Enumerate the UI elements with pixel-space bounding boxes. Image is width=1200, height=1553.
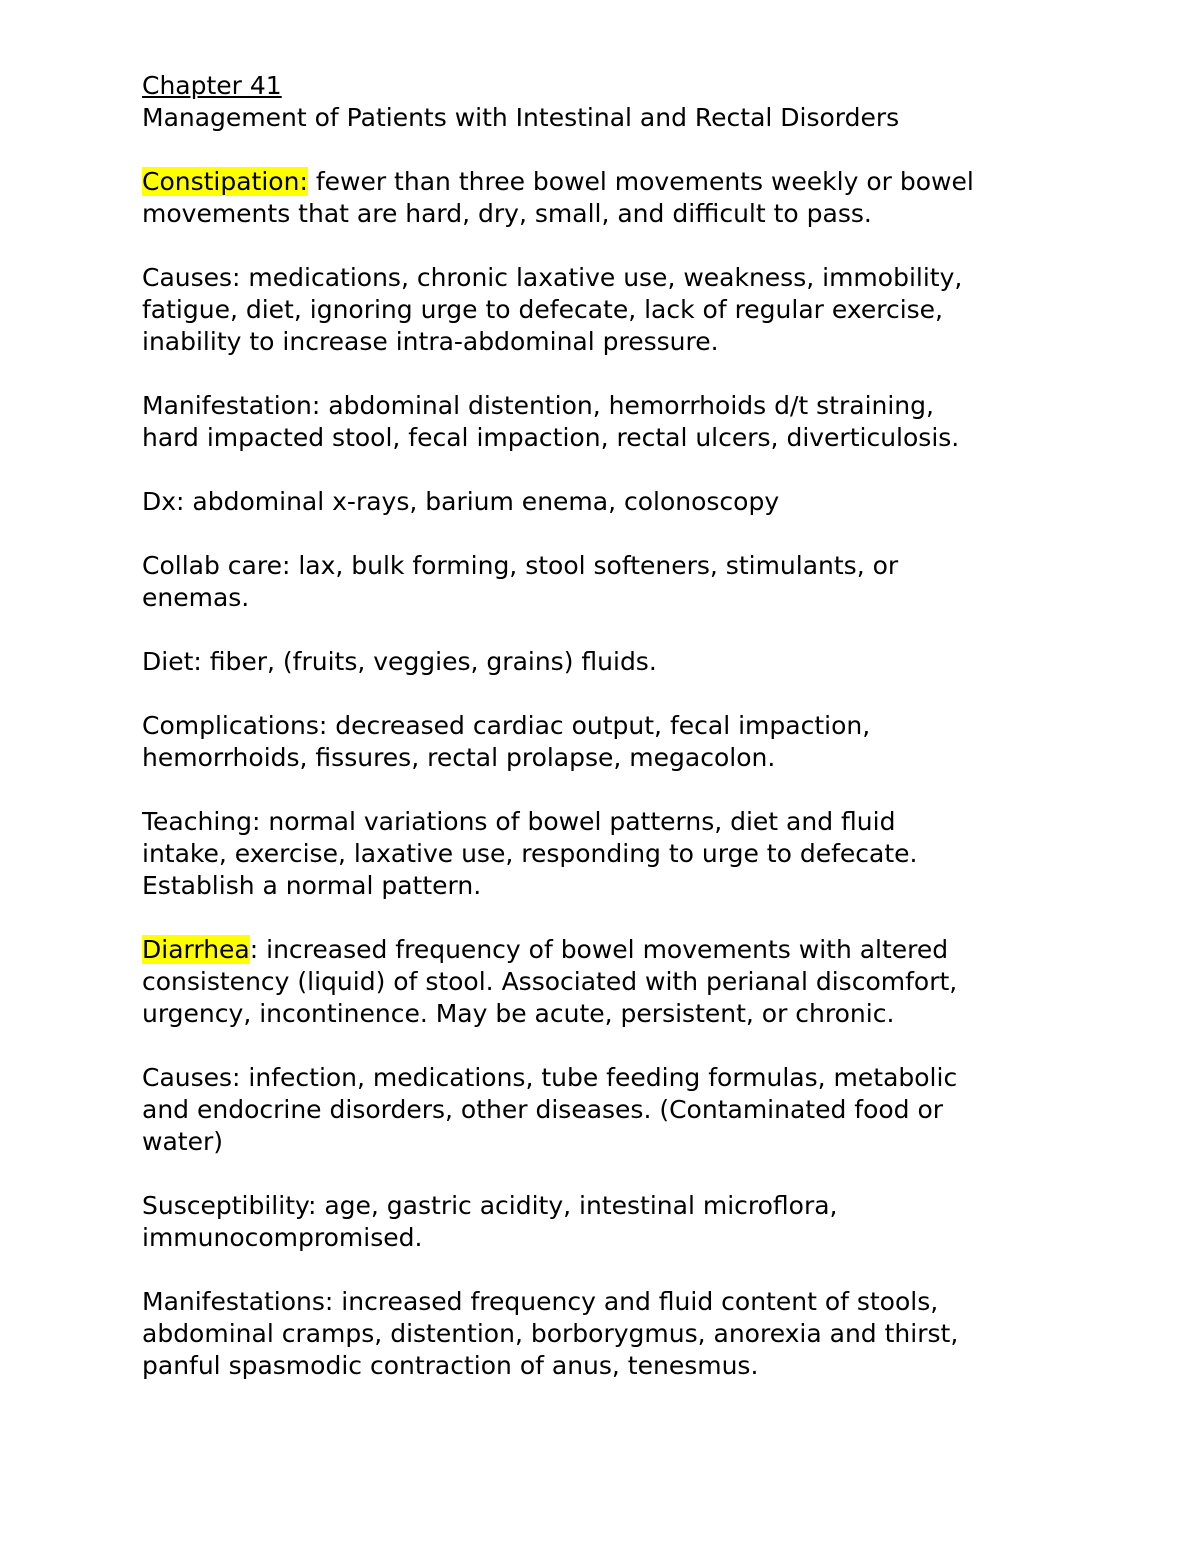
constipation-causes-line: fatigue, diet, ignoring urge to defecate, lack of regular exercise, <box>142 295 944 324</box>
constipation-definition-line-1 <box>142 166 1102 198</box>
constipation-manifestation-line: Manifestation: abdominal distention, hemorrhoids d/t straining, <box>142 391 934 420</box>
constipation-manifestation-line: hard impacted stool, fecal impaction, rectal ulcers, diverticulosis. <box>142 423 960 452</box>
diarrhea-causes-line: Causes: infection, medications, tube feeding formulas, metabolic <box>142 1063 958 1092</box>
spacer <box>142 1158 1102 1190</box>
constipation-dx-line: Dx: abdominal x-rays, barium enema, colonoscopy <box>142 487 780 516</box>
spacer <box>142 1254 1102 1286</box>
diarrhea-causes-line: water) <box>142 1127 223 1156</box>
diarrhea-susceptibility-line: immunocompromised. <box>142 1223 423 1252</box>
spacer <box>142 614 1102 646</box>
constipation-term: Constipation: <box>142 167 308 196</box>
spacer <box>142 358 1102 390</box>
constipation-causes-line: Causes: medications, chronic laxative use, weakness, immobility, <box>142 263 963 292</box>
constipation-definition-text: fewer than three bowel movements weekly or bowel <box>307 167 974 196</box>
chapter-title: Management of Patients with Intestinal and Rectal Disorders <box>142 103 900 132</box>
diarrhea-definition-line-3: urgency, incontinence. May be acute, persistent, or chronic. <box>142 999 895 1028</box>
constipation-teaching-line: intake, exercise, laxative use, responding to urge to defecate. <box>142 839 918 868</box>
spacer <box>142 230 1102 262</box>
spacer <box>142 518 1102 550</box>
spacer <box>142 1030 1102 1062</box>
constipation-teaching-line: Teaching: normal variations of bowel patterns, diet and fluid <box>142 807 896 836</box>
constipation-causes-line: inability to increase intra-abdominal pressure. <box>142 327 719 356</box>
constipation-definition-line-2: movements that are hard, dry, small, and difficult to pass. <box>142 199 872 228</box>
diarrhea-manifestations-line: Manifestations: increased frequency and fluid content of stools, <box>142 1287 939 1316</box>
spacer <box>142 774 1102 806</box>
spacer <box>142 134 1102 166</box>
constipation-diet-line: Diet: fiber, (fruits, veggies, grains) fluids. <box>142 647 657 676</box>
document-page <box>142 70 1102 1382</box>
constipation-collab-care-line: Collab care: lax, bulk forming, stool softeners, stimulants, or <box>142 551 899 580</box>
constipation-teaching-line: Establish a normal pattern. <box>142 871 482 900</box>
diarrhea-causes-line: and endocrine disorders, other diseases. (Contaminated food or <box>142 1095 944 1124</box>
spacer <box>142 902 1102 934</box>
constipation-complications-line: Complications: decreased cardiac output, fecal impaction, <box>142 711 871 740</box>
constipation-collab-care-line: enemas. <box>142 583 250 612</box>
chapter-heading: Chapter 41 <box>142 71 282 100</box>
diarrhea-definition-line-2: consistency (liquid) of stool. Associated with perianal discomfort, <box>142 967 958 996</box>
diarrhea-definition-line-1 <box>142 934 1102 966</box>
spacer <box>142 454 1102 486</box>
diarrhea-manifestations-line: panful spasmodic contraction of anus, tenesmus. <box>142 1351 759 1380</box>
diarrhea-term: Diarrhea <box>142 935 250 964</box>
diarrhea-definition-text: : increased frequency of bowel movements with altered <box>249 935 949 964</box>
constipation-complications-line: hemorrhoids, fissures, rectal prolapse, megacolon. <box>142 743 776 772</box>
diarrhea-susceptibility-line: Susceptibility: age, gastric acidity, intestinal microflora, <box>142 1191 838 1220</box>
diarrhea-manifestations-line: abdominal cramps, distention, borborygmus, anorexia and thirst, <box>142 1319 959 1348</box>
spacer <box>142 678 1102 710</box>
